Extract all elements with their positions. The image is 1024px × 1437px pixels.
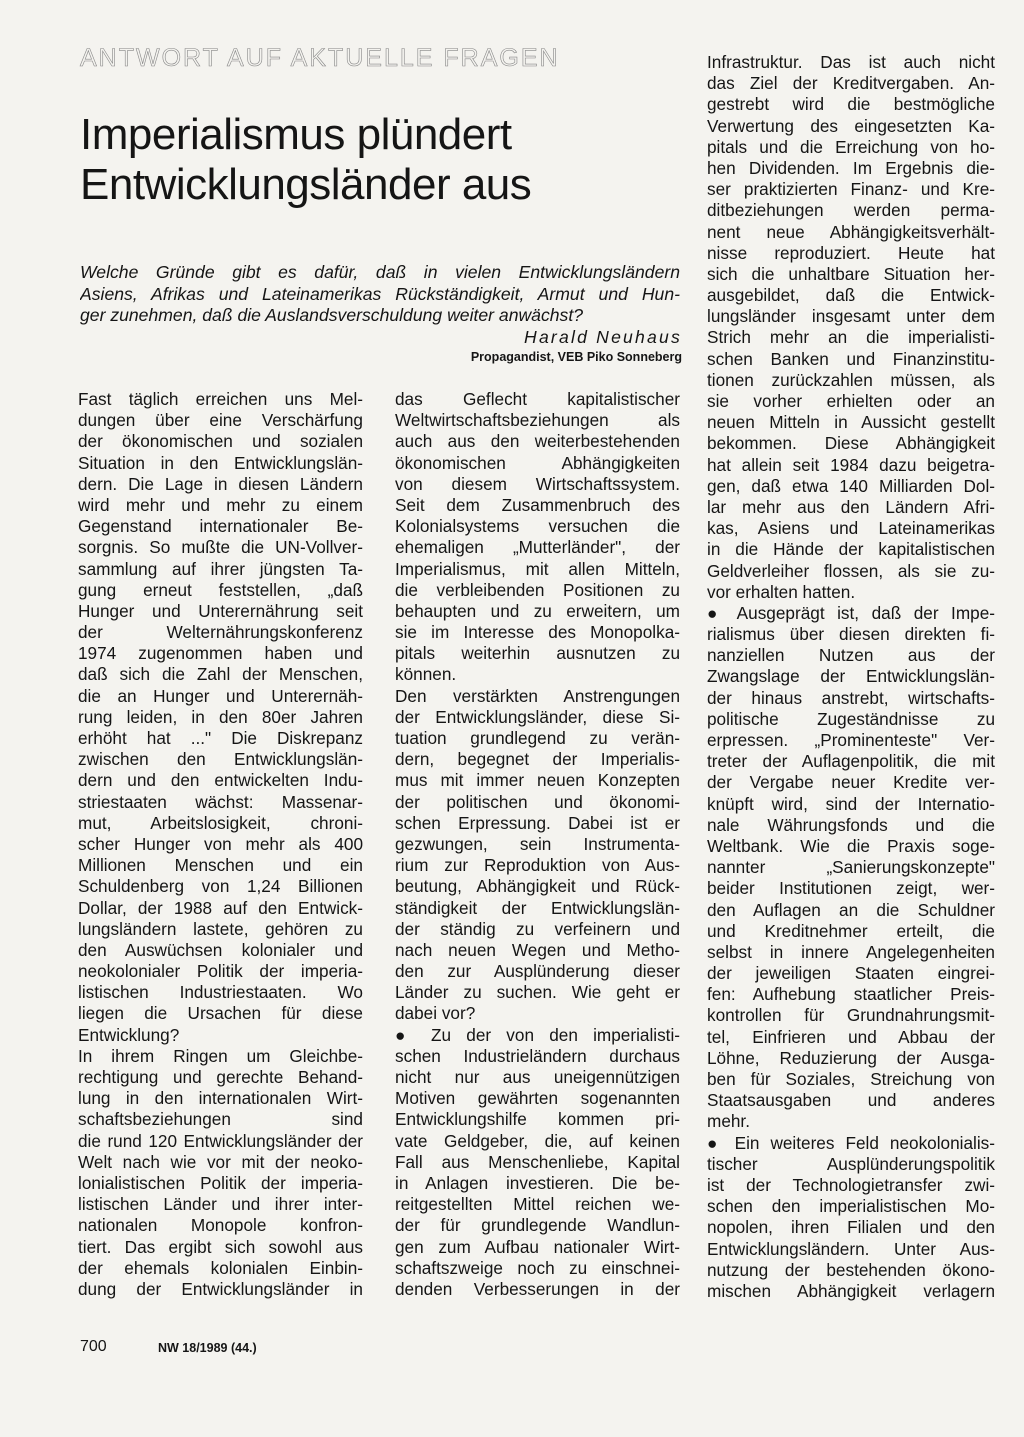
text-line: gung erneut feststellen, „daß bbox=[78, 579, 363, 600]
text-line: Gegenstand internationaler Be- bbox=[78, 516, 363, 537]
text-line: zwischen den Entwicklungslän- bbox=[78, 749, 363, 770]
text-line: dern, begegnet der Imperialis- bbox=[395, 749, 680, 770]
text-line: tuation grundlegend zu verän- bbox=[395, 728, 680, 749]
text-line: ehemaligen „Mutterländer", der bbox=[395, 537, 680, 558]
text-line: gestrebt wird die bestmögliche bbox=[707, 94, 995, 115]
text-line: selbst in innere Angelegenheiten bbox=[707, 941, 995, 962]
text-line: tionen zurückzahlen müssen, als bbox=[707, 369, 995, 390]
headline-line: Entwicklungsländer aus bbox=[80, 160, 532, 209]
text-line: ökonomischen Abhängigkeiten bbox=[395, 452, 680, 473]
text-line: mischen Abhängigkeit verlagern bbox=[707, 1280, 995, 1301]
text-line: der Welternährungskonferenz bbox=[78, 622, 363, 643]
text-line: der ehemals kolonialen Einbin- bbox=[78, 1257, 363, 1278]
text-line: bekommen. Diese Abhängigkeit bbox=[707, 433, 995, 454]
author-role: Propagandist, VEB Piko Sonneberg bbox=[470, 350, 682, 364]
text-line: Motiven gewährten sogenannten bbox=[395, 1088, 680, 1109]
text-line: denden Verbesserungen in der bbox=[395, 1278, 680, 1299]
text-line: auch aus den weiterbestehenden bbox=[395, 431, 680, 452]
text-line: Entwicklung? bbox=[78, 1024, 180, 1045]
text-line: den zur Ausplünderung dieser bbox=[395, 961, 680, 982]
text-line: Kolonialsystems versuchen die bbox=[395, 516, 680, 537]
text-line: In ihrem Ringen um Gleichbe- bbox=[78, 1045, 363, 1066]
text-line: die rund 120 Entwicklungsländer der bbox=[78, 1130, 363, 1151]
text-line: rung leiden, in den 80er Jahren bbox=[78, 706, 363, 727]
text-line: 1974 zugenommen haben und bbox=[78, 643, 363, 664]
text-line: nicht nur aus uneigennützigen bbox=[395, 1067, 680, 1088]
author-name: Harald Neuhaus bbox=[524, 327, 682, 347]
text-line: der ständig zu verfeinern und bbox=[395, 918, 680, 939]
text-line: der Vergabe neuer Kredite ver- bbox=[707, 772, 995, 793]
text-line: tischer Ausplünderungspolitik bbox=[707, 1153, 995, 1174]
text-line: daß sich die Zahl der Menschen, bbox=[78, 664, 363, 685]
text-line: dung der Entwicklungsländer in bbox=[78, 1278, 363, 1299]
text-line: schen Erpressung. Dabei ist er bbox=[395, 812, 680, 833]
text-line: ben für Soziales, Streichung von bbox=[707, 1069, 995, 1090]
text-line: der jeweiligen Staaten eingrei- bbox=[707, 963, 995, 984]
text-line: ● Zu der von den imperialisti- bbox=[395, 1024, 680, 1045]
text-line: lar mehr aus den Ländern Afri- bbox=[707, 496, 995, 517]
text-line: scher Hunger von mehr als 400 bbox=[78, 833, 363, 854]
text-line: gen zum Aufbau nationaler Wirt- bbox=[395, 1236, 680, 1257]
text-line: das Geflecht kapitalistischer bbox=[395, 389, 680, 409]
text-line: Seit dem Zusammenbruch des bbox=[395, 494, 680, 515]
text-line: schaftsbeziehungen sind bbox=[78, 1109, 363, 1130]
text-line: dabei vor? bbox=[395, 1003, 476, 1024]
text-line: Hunger und Unterernährung seit bbox=[78, 600, 363, 621]
text-line: rechtigung und gerechte Behand- bbox=[78, 1067, 363, 1088]
text-line: in die Hände der kapitalistischen bbox=[707, 539, 995, 560]
text-line: listischen Länder und ihrer inter- bbox=[78, 1194, 363, 1215]
text-line: pitals weiterhin ausnutzen zu bbox=[395, 643, 680, 664]
question-line: Asiens, Afrikas und Lateinamerikas Rückständigkeit, Armut und Hun- bbox=[80, 283, 680, 304]
text-line: Situation in den Entwicklungslän- bbox=[78, 452, 363, 473]
text-line: nent neue Abhängigkeitsverhält- bbox=[707, 221, 995, 242]
text-line: mehr. bbox=[707, 1111, 750, 1132]
text-line: gezwungen, sein Instrumenta- bbox=[395, 833, 680, 854]
text-line: fen: Aufhebung staatlicher Preis- bbox=[707, 984, 995, 1005]
question-line: Welche Gründe gibt es dafür, daß in vielen Entwicklungsländern bbox=[80, 262, 680, 282]
text-line: ● Ein weiteres Feld neokolonialis- bbox=[707, 1132, 995, 1153]
text-line: schen Banken und Finanzinstitu- bbox=[707, 348, 995, 369]
text-line: dern und den entwickelten Indu- bbox=[78, 770, 363, 791]
text-line: kas, Asiens und Lateinamerikas bbox=[707, 518, 995, 539]
reader-question bbox=[80, 262, 680, 327]
text-line: den Auswüchsen kolonialer und bbox=[78, 939, 363, 960]
text-line: schen Industrieländern durchaus bbox=[395, 1045, 680, 1066]
text-line: sie vorher erhielten oder an bbox=[707, 391, 995, 411]
text-line: lungsländern lastete, gehören zu bbox=[78, 918, 363, 939]
text-line: behaupten und zu erweitern, um bbox=[395, 600, 680, 621]
text-line: vate Geldgeber, die, auf keinen bbox=[395, 1130, 680, 1151]
text-line: die verbleibenden Positionen zu bbox=[395, 579, 680, 600]
text-line: erhöht hat ..." Die Diskrepanz bbox=[78, 728, 363, 748]
text-line: listischen Industriestaaten. Wo bbox=[78, 982, 363, 1003]
text-line: gen, daß etwa 140 Milliarden Dol- bbox=[707, 475, 995, 496]
text-line: Entwicklungshilfe kommen pri- bbox=[395, 1109, 680, 1130]
text-line: Staatsausgaben und anderes bbox=[707, 1090, 995, 1111]
text-line: nannter „Sanierungskonzepte" bbox=[707, 857, 995, 878]
text-line: Infrastruktur. Das ist auch nicht bbox=[707, 52, 995, 72]
text-line: reitgestellten Mittel reichen we- bbox=[395, 1194, 680, 1215]
text-line: Fall aus Menschenliebe, Kapital bbox=[395, 1151, 680, 1172]
text-line: von diesem Wirtschaftssystem. bbox=[395, 473, 680, 494]
text-line: Entwicklungsländern. Unter Aus- bbox=[707, 1238, 995, 1259]
text-line: schen den imperialistischen Mo- bbox=[707, 1196, 995, 1217]
text-line: nisse reproduziert. Heute hat bbox=[707, 242, 995, 263]
text-line: lungsländer insgesamt unter dem bbox=[707, 306, 995, 327]
article-column-3 bbox=[707, 52, 995, 1302]
text-line: hat allein seit 1984 dazu beigetra- bbox=[707, 454, 995, 475]
text-line: Löhne, Reduzierung der Ausga- bbox=[707, 1047, 995, 1068]
text-line: treter der Auflagenpolitik, die mit bbox=[707, 751, 995, 772]
text-line: der hinaus anstrebt, wirtschafts- bbox=[707, 687, 995, 708]
text-line: Strich mehr an die imperialisti- bbox=[707, 327, 995, 348]
headline bbox=[80, 110, 680, 210]
article-column-2 bbox=[395, 389, 680, 1300]
text-line: und Kreditnehmer erteilt, die bbox=[707, 920, 995, 941]
text-line: in Anlagen investieren. Die be- bbox=[395, 1172, 680, 1193]
page-number: 700 bbox=[80, 1338, 107, 1355]
text-line: sammlung auf ihrer jüngsten Ta- bbox=[78, 558, 363, 579]
text-line: rialismus über diesen direkten fi- bbox=[707, 624, 995, 645]
text-line: Länder zu suchen. Wie geht er bbox=[395, 982, 680, 1003]
text-line: lung in den internationalen Wirt- bbox=[78, 1088, 363, 1109]
text-line: pitals und die Erreichung von ho- bbox=[707, 136, 995, 157]
text-line: beutung, Abhängigkeit und Rück- bbox=[395, 876, 680, 897]
text-line: Schuldenberg von 1,24 Billionen bbox=[78, 876, 363, 897]
text-line: nationalen Monopole konfron- bbox=[78, 1215, 363, 1236]
text-line: kontrollen für Grundnahrungsmit- bbox=[707, 1005, 995, 1026]
text-line: tiert. Das ergibt sich sowohl aus bbox=[78, 1236, 363, 1257]
text-line: Geldverleiher flossen, als sie zu- bbox=[707, 560, 995, 581]
text-line: ser praktizierten Finanz- und Kre- bbox=[707, 179, 995, 200]
text-line: wird mehr und mehr zu einem bbox=[78, 494, 363, 515]
text-line: erpressen. „Prominenteste" Ver- bbox=[707, 730, 995, 751]
text-line: dungen über eine Verschärfung bbox=[78, 410, 363, 431]
text-line: sie im Interesse des Monopolka- bbox=[395, 622, 680, 643]
text-line: sorgnis. So mußte die UN-Vollver- bbox=[78, 537, 363, 558]
text-line: liegen die Ursachen für diese bbox=[78, 1003, 363, 1024]
text-line: ständigkeit der Entwicklungslän- bbox=[395, 897, 680, 918]
text-line: der ökonomischen und sozialen bbox=[78, 431, 363, 452]
text-line: vor erhalten hatten. bbox=[707, 581, 856, 602]
text-line: nach neuen Wegen und Metho- bbox=[395, 939, 680, 960]
issue-label: NW 18/1989 (44.) bbox=[158, 1341, 257, 1355]
text-line: nale Währungsfonds und die bbox=[707, 814, 995, 835]
article-column-1 bbox=[78, 389, 363, 1300]
text-line: nopolen, ihren Filialen und den bbox=[707, 1217, 995, 1238]
text-line: nanziellen Nutzen aus der bbox=[707, 645, 995, 666]
text-line: rium zur Reproduktion von Aus- bbox=[395, 855, 680, 876]
text-line: sich die unhaltbare Situation her- bbox=[707, 263, 995, 284]
text-line: ausgebildet, daß die Entwick- bbox=[707, 285, 995, 306]
text-line: die an Hunger und Unterernäh- bbox=[78, 685, 363, 706]
text-line: Imperialismus, mit allen Mitteln, bbox=[395, 558, 680, 579]
text-line: der politischen und ökonomi- bbox=[395, 791, 680, 812]
text-line: Fast täglich erreichen uns Mel- bbox=[78, 389, 363, 409]
text-line: Dollar, der 1988 auf den Entwick- bbox=[78, 897, 363, 918]
question-line: ger zunehmen, daß die Auslandsverschuldung weiter anwächst? bbox=[80, 305, 584, 325]
text-line: neokolonialer Politik der imperia- bbox=[78, 961, 363, 982]
text-line: Zwangslage der Entwicklungslän- bbox=[707, 666, 995, 687]
text-line: neuen Mitteln in Aussicht gestellt bbox=[707, 412, 995, 433]
text-line: können. bbox=[395, 664, 457, 685]
headline-line: Imperialismus plündert bbox=[80, 110, 512, 159]
text-line: knüpft wird, sind der Internatio- bbox=[707, 793, 995, 814]
text-line: nutzung der bestehenden ökono- bbox=[707, 1259, 995, 1280]
text-line: dern. Die Lage in diesen Ländern bbox=[78, 473, 363, 494]
text-line: lonialistischen Politik der imperia- bbox=[78, 1172, 363, 1193]
text-line: hen Dividenden. Im Ergebnis die- bbox=[707, 157, 995, 178]
text-line: mut, Arbeitslosigkeit, chroni- bbox=[78, 812, 363, 833]
text-line: mus mit immer neuen Konzepten bbox=[395, 770, 680, 791]
text-line: Weltbank. Wie die Praxis soge- bbox=[707, 835, 995, 856]
text-line: beider Institutionen zeigt, wer- bbox=[707, 878, 995, 899]
text-line: Welt nach wie vor mit der neoko- bbox=[78, 1151, 363, 1172]
author-signature bbox=[300, 326, 682, 366]
text-line: ist der Technologietransfer zwi- bbox=[707, 1174, 995, 1195]
text-line: ditbeziehungen werden perma- bbox=[707, 200, 995, 221]
text-line: das Ziel der Kreditvergaben. An- bbox=[707, 73, 995, 94]
text-line: Weltwirtschaftsbeziehungen als bbox=[395, 410, 680, 431]
text-line: striestaaten wächst: Massenar- bbox=[78, 791, 363, 812]
text-line: schaftszweige noch zu einschnei- bbox=[395, 1257, 680, 1278]
text-line: tel, Einfrieren und Abbau der bbox=[707, 1026, 995, 1047]
text-line: Millionen Menschen und ein bbox=[78, 855, 363, 876]
text-line: politische Zugeständnisse zu bbox=[707, 708, 995, 729]
section-kicker: ANTWORT AUF AKTUELLE FRAGEN bbox=[80, 44, 560, 72]
text-line: Den verstärkten Anstrengungen bbox=[395, 685, 680, 706]
text-line: der Entwicklungsländer, diese Si- bbox=[395, 706, 680, 727]
text-line: der für grundlegende Wandlun- bbox=[395, 1215, 680, 1236]
text-line: Verwertung des eingesetzten Ka- bbox=[707, 115, 995, 136]
text-line: ● Ausgeprägt ist, daß der Impe- bbox=[707, 602, 995, 623]
text-line: den Auflagen an die Schuldner bbox=[707, 899, 995, 920]
